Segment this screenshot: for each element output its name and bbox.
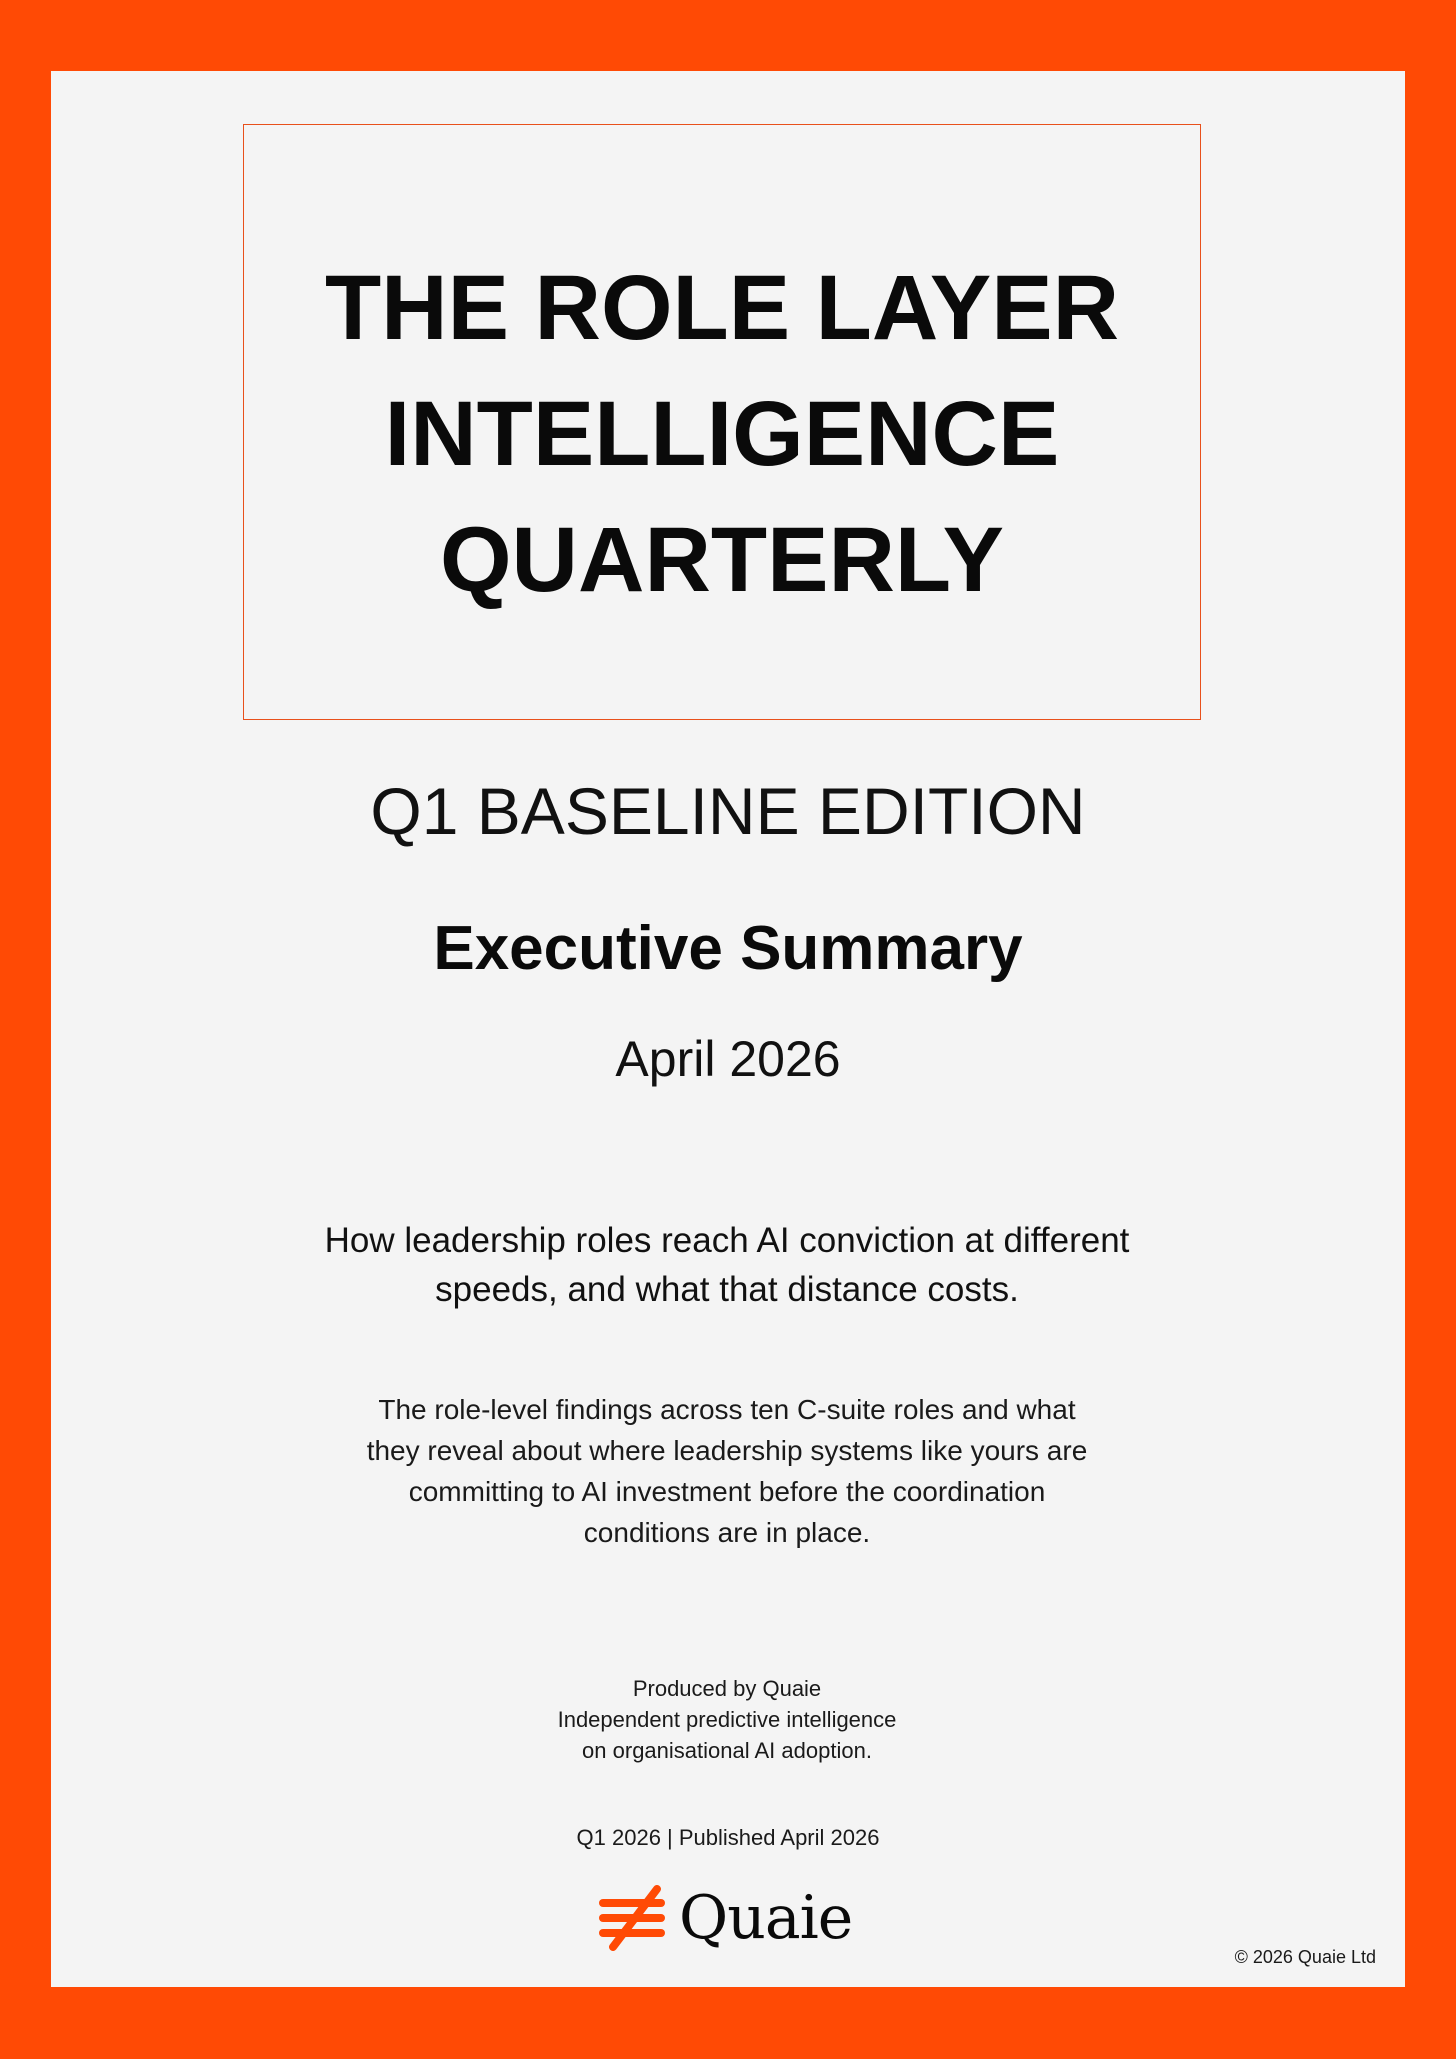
section-heading: Executive Summary xyxy=(433,914,1023,983)
published-line: Q1 2026 | Published April 2026 xyxy=(576,1825,880,1850)
publication-date: April 2026 xyxy=(615,1031,841,1087)
copyright-notice: © 2026 Quaie Ltd xyxy=(1234,1947,1376,1967)
title-line-1: THE ROLE LAYER xyxy=(324,257,1120,359)
title-box xyxy=(243,124,1201,720)
summary-description: The role-level findings across ten C-suite roles and what they reveal about where leadership systems like yours are committing to AI investment before the coordination conditions are in place. xyxy=(366,1394,1088,1548)
report-title xyxy=(244,245,1200,623)
producer-line-1: Produced by Quaie xyxy=(632,1676,822,1701)
quaie-logo xyxy=(599,1883,852,1953)
producer-line-2: Independent predictive intelligence xyxy=(557,1707,897,1732)
logo-wordmark: Quaie xyxy=(679,1883,853,1953)
producer-line-3: on organisational AI adoption. xyxy=(582,1738,872,1763)
lede-text: How leadership roles reach AI conviction at different speeds, and what that distance costs. xyxy=(324,1221,1130,1309)
edition-label: Q1 BASELINE EDITION xyxy=(370,774,1086,848)
producer-block xyxy=(451,1673,1003,1766)
title-line-3: QUARTERLY xyxy=(440,509,1004,611)
not-equal-icon xyxy=(599,1885,667,1951)
cover-page xyxy=(51,71,1405,1987)
title-line-2: INTELLIGENCE xyxy=(384,383,1060,485)
